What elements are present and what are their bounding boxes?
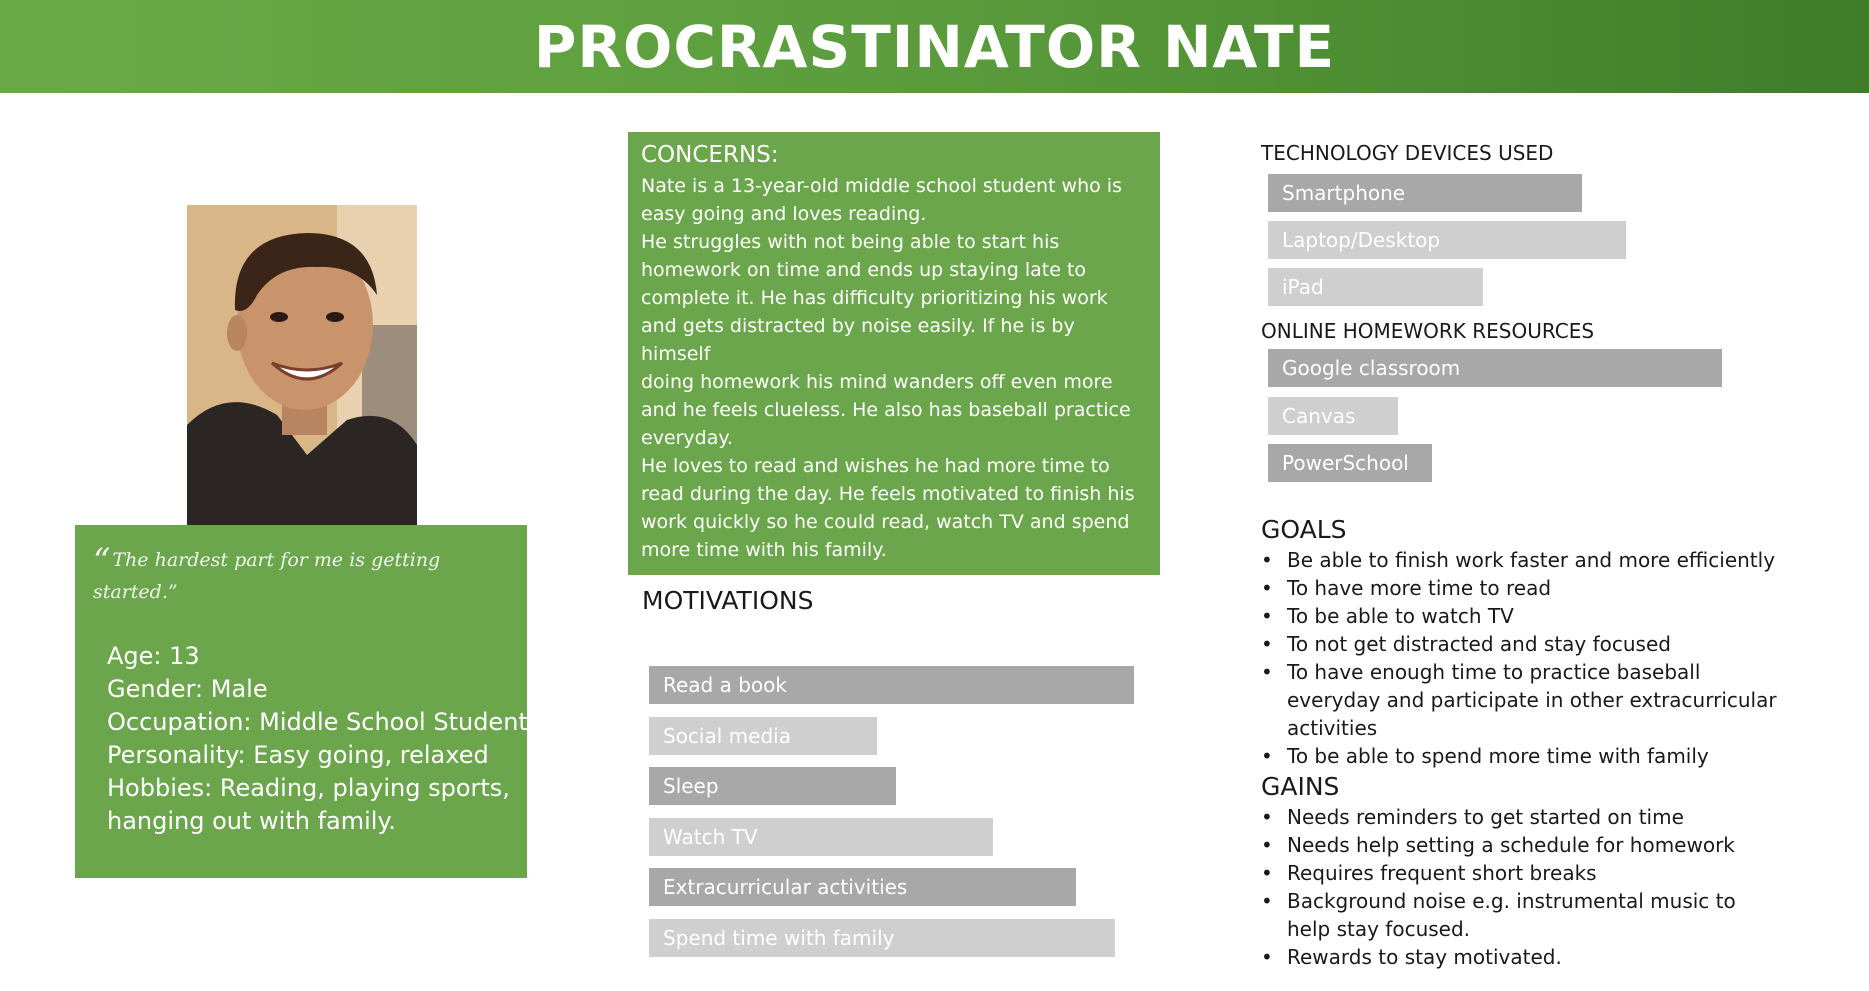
concerns-line: Nate is a 13-year-old middle school student who is: [641, 175, 1122, 197]
gain-item: • Requires frequent short breaks: [1261, 859, 1781, 887]
device-bar: Smartphone: [1268, 174, 1582, 212]
device-bar: iPad: [1268, 268, 1483, 306]
gain-item: • Background noise e.g. instrumental music to help stay focused.: [1261, 887, 1781, 943]
occupation-fact: Occupation: Middle School Student: [107, 708, 528, 736]
concerns-line: easy going and loves reading.: [641, 203, 927, 225]
person-photo-icon: [187, 205, 417, 525]
concerns-line: complete it. He has difficulty prioritizing his work: [641, 287, 1108, 309]
close-quote: ”: [167, 581, 178, 603]
open-quote-icon: “: [93, 541, 111, 581]
concerns-line: He loves to read and wishes he had more time to: [641, 455, 1110, 477]
resources-title: ONLINE HOMEWORK RESOURCES: [1261, 319, 1595, 343]
goal-item: • To be able to watch TV: [1261, 602, 1781, 630]
gain-item: • Needs help setting a schedule for homework: [1261, 831, 1781, 859]
motivations-title: MOTIVATIONS: [642, 586, 814, 615]
concerns-line: He struggles with not being able to start his: [641, 231, 1060, 253]
goal-item: • Be able to finish work faster and more efficiently: [1261, 546, 1781, 574]
goals-list: [1261, 546, 1781, 770]
goal-item: • To not get distracted and stay focused: [1261, 630, 1781, 658]
motivation-bar: Spend time with family: [649, 919, 1115, 957]
goal-item: • To have more time to read: [1261, 574, 1781, 602]
motivation-bar: Read a book: [649, 666, 1134, 704]
goals-title: GOALS: [1261, 515, 1347, 544]
personality-fact: Personality: Easy going, relaxed: [107, 741, 489, 769]
concerns-line: work quickly so he could read, watch TV and spend: [641, 511, 1130, 533]
concerns-line: and he feels clueless. He also has baseball practice: [641, 399, 1131, 421]
age-fact: Age: 13: [107, 642, 200, 670]
gender-fact: Gender: Male: [107, 675, 268, 703]
concerns-line: read during the day. He feels motivated to finish his: [641, 483, 1135, 505]
gain-item: • Needs reminders to get started on time: [1261, 803, 1781, 831]
concerns-text: [641, 172, 1147, 564]
motivation-bar: Watch TV: [649, 818, 993, 856]
goal-item: • To have enough time to practice baseball everyday and participate in other extracurricular activities: [1261, 658, 1781, 742]
gains-title: GAINS: [1261, 772, 1340, 801]
concerns-line: more time with his family.: [641, 539, 887, 561]
motivation-bar: Sleep: [649, 767, 896, 805]
resource-bar: PowerSchool: [1268, 444, 1432, 482]
goal-item: • To be able to spend more time with family: [1261, 742, 1781, 770]
quote-text: The hardest part for me is getting started.: [93, 549, 441, 603]
page-title: PROCRASTINATOR NATE: [533, 12, 1336, 81]
technology-title: TECHNOLOGY DEVICES USED: [1261, 141, 1554, 165]
motivation-bar: Social media: [649, 717, 877, 755]
device-bar: Laptop/Desktop: [1268, 221, 1626, 259]
resource-bar: Canvas: [1268, 397, 1398, 435]
hobbies-fact-cont: hanging out with family.: [107, 807, 396, 835]
concerns-title: CONCERNS:: [641, 142, 779, 168]
profile-card: [75, 525, 527, 878]
concerns-line: and gets distracted by noise easily. If he is by himself: [641, 315, 1075, 365]
concerns-line: homework on time and ends up staying late to: [641, 259, 1087, 281]
concerns-box: [628, 132, 1160, 575]
concerns-line: doing homework his mind wanders off even more: [641, 371, 1113, 393]
persona-quote: [93, 541, 527, 603]
gains-list: [1261, 803, 1781, 971]
persona-facts: [107, 640, 528, 838]
resource-bar: Google classroom: [1268, 349, 1722, 387]
motivation-bar: Extracurricular activities: [649, 868, 1076, 906]
gain-item: • Rewards to stay motivated.: [1261, 943, 1781, 971]
hobbies-fact: Hobbies: Reading, playing sports,: [107, 774, 510, 802]
concerns-line: everyday.: [641, 427, 733, 449]
header-banner: [0, 0, 1869, 93]
